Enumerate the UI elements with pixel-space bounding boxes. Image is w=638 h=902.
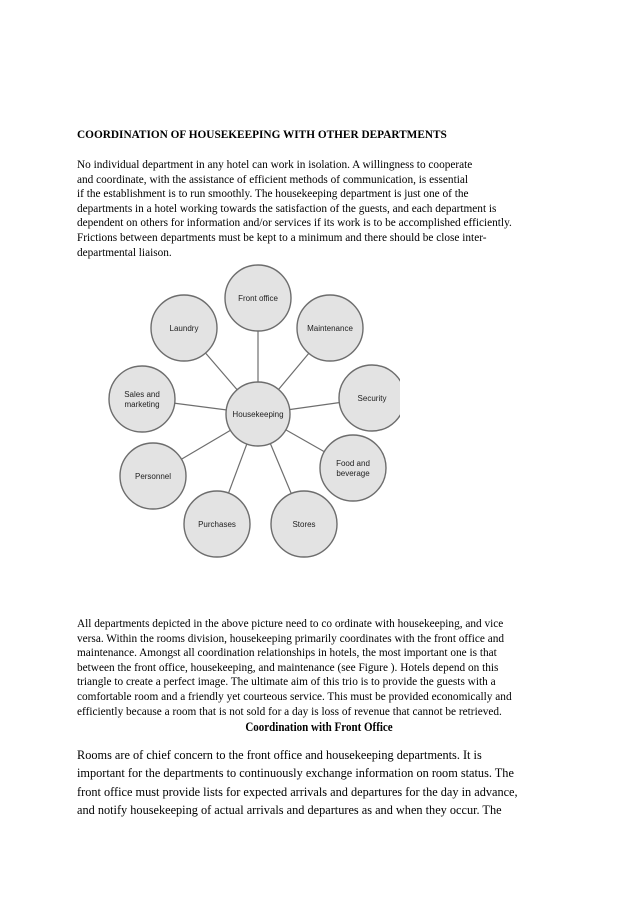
- node-sales-and-marketing: [109, 366, 175, 432]
- node-label: Personnel: [134, 472, 172, 481]
- node-personnel: [120, 443, 186, 509]
- node-circle: [109, 366, 175, 432]
- node-label: Stores: [292, 520, 316, 529]
- text-line: comfortable room and a friendly yet courteous service. This must be provided economically and: [77, 690, 512, 703]
- node-label: Front office: [238, 294, 278, 303]
- text-line: dependent on others for information and/or services if its work is to be accomplished efficiently.: [77, 217, 512, 230]
- subsection-heading: Coordination with Front Office: [245, 720, 393, 734]
- text-line: between the front office, housekeeping, and maintenance (see Figure ). Hotels depend on this: [77, 661, 499, 674]
- text-line: All departments depicted in the above picture need to co ordinate with housekeeping, and vice: [77, 618, 504, 630]
- section-heading: COORDINATION OF HOUSEKEEPING WITH OTHER DEPARTMENTS: [77, 129, 447, 141]
- text-line: departments in a hotel working towards the satisfaction of the guests, and each department is: [77, 202, 497, 215]
- text-line: efficiently because a room that is not sold for a day is loss of revenue that cannot be retrieved.: [77, 705, 502, 718]
- text-line: triangle to create a perfect image. The ultimate aim of this trio is to provide the guests with a: [77, 676, 496, 689]
- node-food-and-beverage: [320, 435, 386, 501]
- node-label: Laundry: [169, 324, 199, 333]
- text-line: and notify housekeeping of actual arrivals and departures as and when they occur. The: [77, 802, 502, 817]
- node-housekeeping-center: [226, 382, 290, 446]
- text-line: Rooms are of chief concern to the front office and housekeeping departments. It is: [77, 748, 482, 762]
- node-maintenance: [297, 295, 363, 361]
- node-label: Security: [357, 394, 387, 403]
- center-label: Housekeeping: [232, 410, 284, 419]
- node-label: Maintenance: [307, 324, 353, 333]
- node-front-office: [225, 265, 291, 331]
- node-purchases: [184, 491, 250, 557]
- node-security: [339, 365, 400, 431]
- intro-paragraph: [77, 158, 547, 260]
- node-stores: [271, 491, 337, 557]
- text-line: departmental liaison.: [77, 246, 172, 259]
- text-line: and coordinate, with the assistance of efficient methods of communication, is essential: [77, 173, 468, 186]
- text-line: if the establishment is to run smoothly. The housekeeping department is just one of the: [77, 188, 469, 201]
- node-laundry: [151, 295, 217, 361]
- text-line: Frictions between departments must be kept to a minimum and there should be close inter-: [77, 231, 487, 244]
- node-label: Food and beverage: [336, 459, 370, 478]
- text-line: maintenance. Amongst all coordination relationships in hotels, the most important one is that: [77, 647, 497, 660]
- node-label: Sales and marketing: [124, 390, 160, 409]
- node-label: Purchases: [198, 520, 236, 529]
- text-line: No individual department in any hotel can work in isolation. A willingness to cooperate: [77, 159, 473, 171]
- coordination-paragraph: [77, 617, 547, 719]
- node-circle: [320, 435, 386, 501]
- department-diagram: [100, 258, 400, 568]
- front-office-paragraph: [77, 746, 547, 819]
- text-line: front office must provide lists for expected arrivals and departures for the day in advance,: [77, 784, 518, 799]
- text-line: important for the departments to continuously exchange information on room status. The: [77, 766, 514, 781]
- text-line: versa. Within the rooms division, housekeeping primarily coordinates with the front office and: [77, 632, 505, 645]
